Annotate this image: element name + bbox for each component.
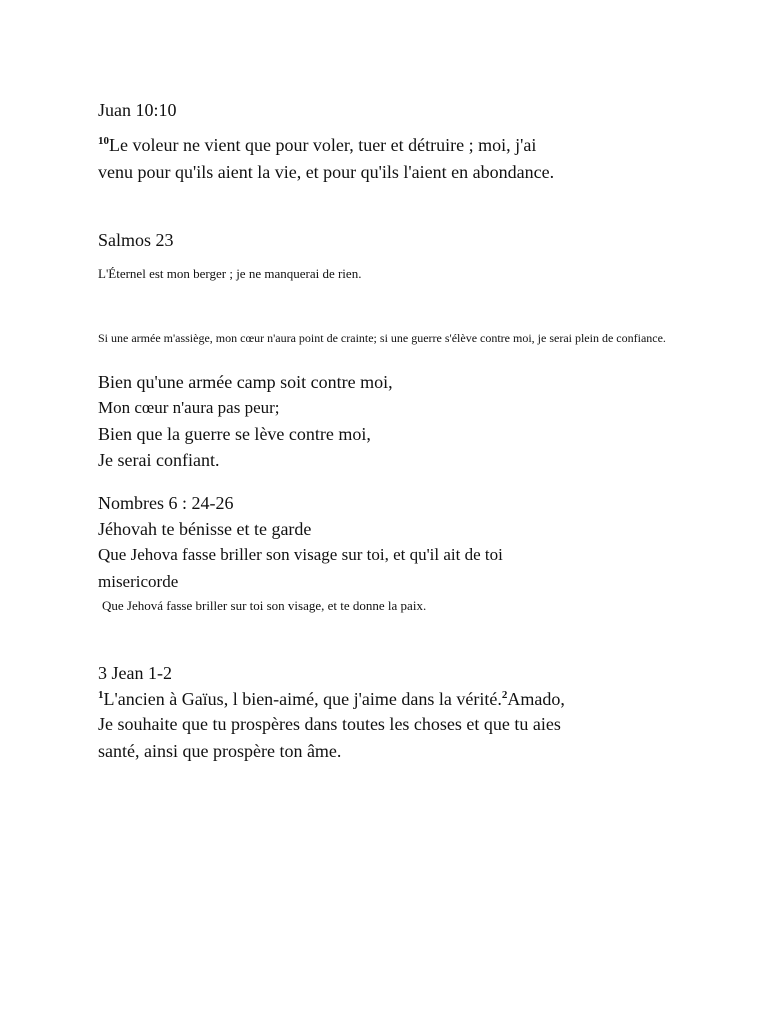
poem-line-3: Bien que la guerre se lève contre moi, bbox=[98, 424, 371, 444]
poem-line-1: Bien qu'une armée camp soit contre moi, bbox=[98, 372, 393, 392]
jean-heading: 3 Jean 1-2 bbox=[98, 663, 172, 683]
poem-line-4: Je serai confiant. bbox=[98, 450, 220, 470]
jean-verse-text-1: L'ancien à Gaïus, l bien-aimé, que j'aime dans la vérité. bbox=[103, 689, 502, 709]
juan-verse-line-2: venu pour qu'ils aient la vie, et pour qu'ils l'aient en abondance. bbox=[98, 162, 555, 182]
jean-verse-text-2: Amado, bbox=[507, 689, 565, 709]
verse-number: 10 bbox=[98, 135, 109, 147]
salmos-line-2: Si une armée m'assiège, mon cœur n'aura point de crainte; si une guerre s'élève contre moi, je serai plein de confiance. bbox=[98, 331, 666, 345]
nombres-line-1: Jéhovah te bénisse et te garde bbox=[98, 519, 312, 539]
jean-line-3: santé, ainsi que prospère ton âme. bbox=[98, 741, 342, 761]
jean-line-2: Je souhaite que tu prospères dans toutes les choses et que tu aies bbox=[98, 714, 561, 734]
nombres-line-2: Que Jehova fasse briller son visage sur toi, et qu'il ait de toi bbox=[98, 545, 503, 564]
salmos-heading: Salmos 23 bbox=[98, 230, 174, 250]
verse-number: 2 bbox=[501, 689, 508, 701]
nombres-line-3: misericorde bbox=[98, 572, 179, 591]
verse-number: 1 bbox=[98, 689, 104, 701]
nombres-heading: Nombres 6 : 24-26 bbox=[98, 493, 234, 513]
jean-line-1 bbox=[98, 690, 565, 708]
nombres-line-4: Que Jehová fasse briller sur toi son visage, et te donne la paix. bbox=[102, 598, 427, 613]
salmos-line-1: L'Éternel est mon berger ; je ne manquerai de rien. bbox=[98, 266, 362, 281]
juan-heading: Juan 10:10 bbox=[98, 100, 177, 120]
juan-verse-line-1 bbox=[98, 136, 536, 154]
juan-verse-text-1: Le voleur ne vient que pour voler, tuer et détruire ; moi, j'ai bbox=[109, 135, 537, 155]
poem-line-2: Mon cœur n'aura pas peur; bbox=[98, 398, 280, 417]
